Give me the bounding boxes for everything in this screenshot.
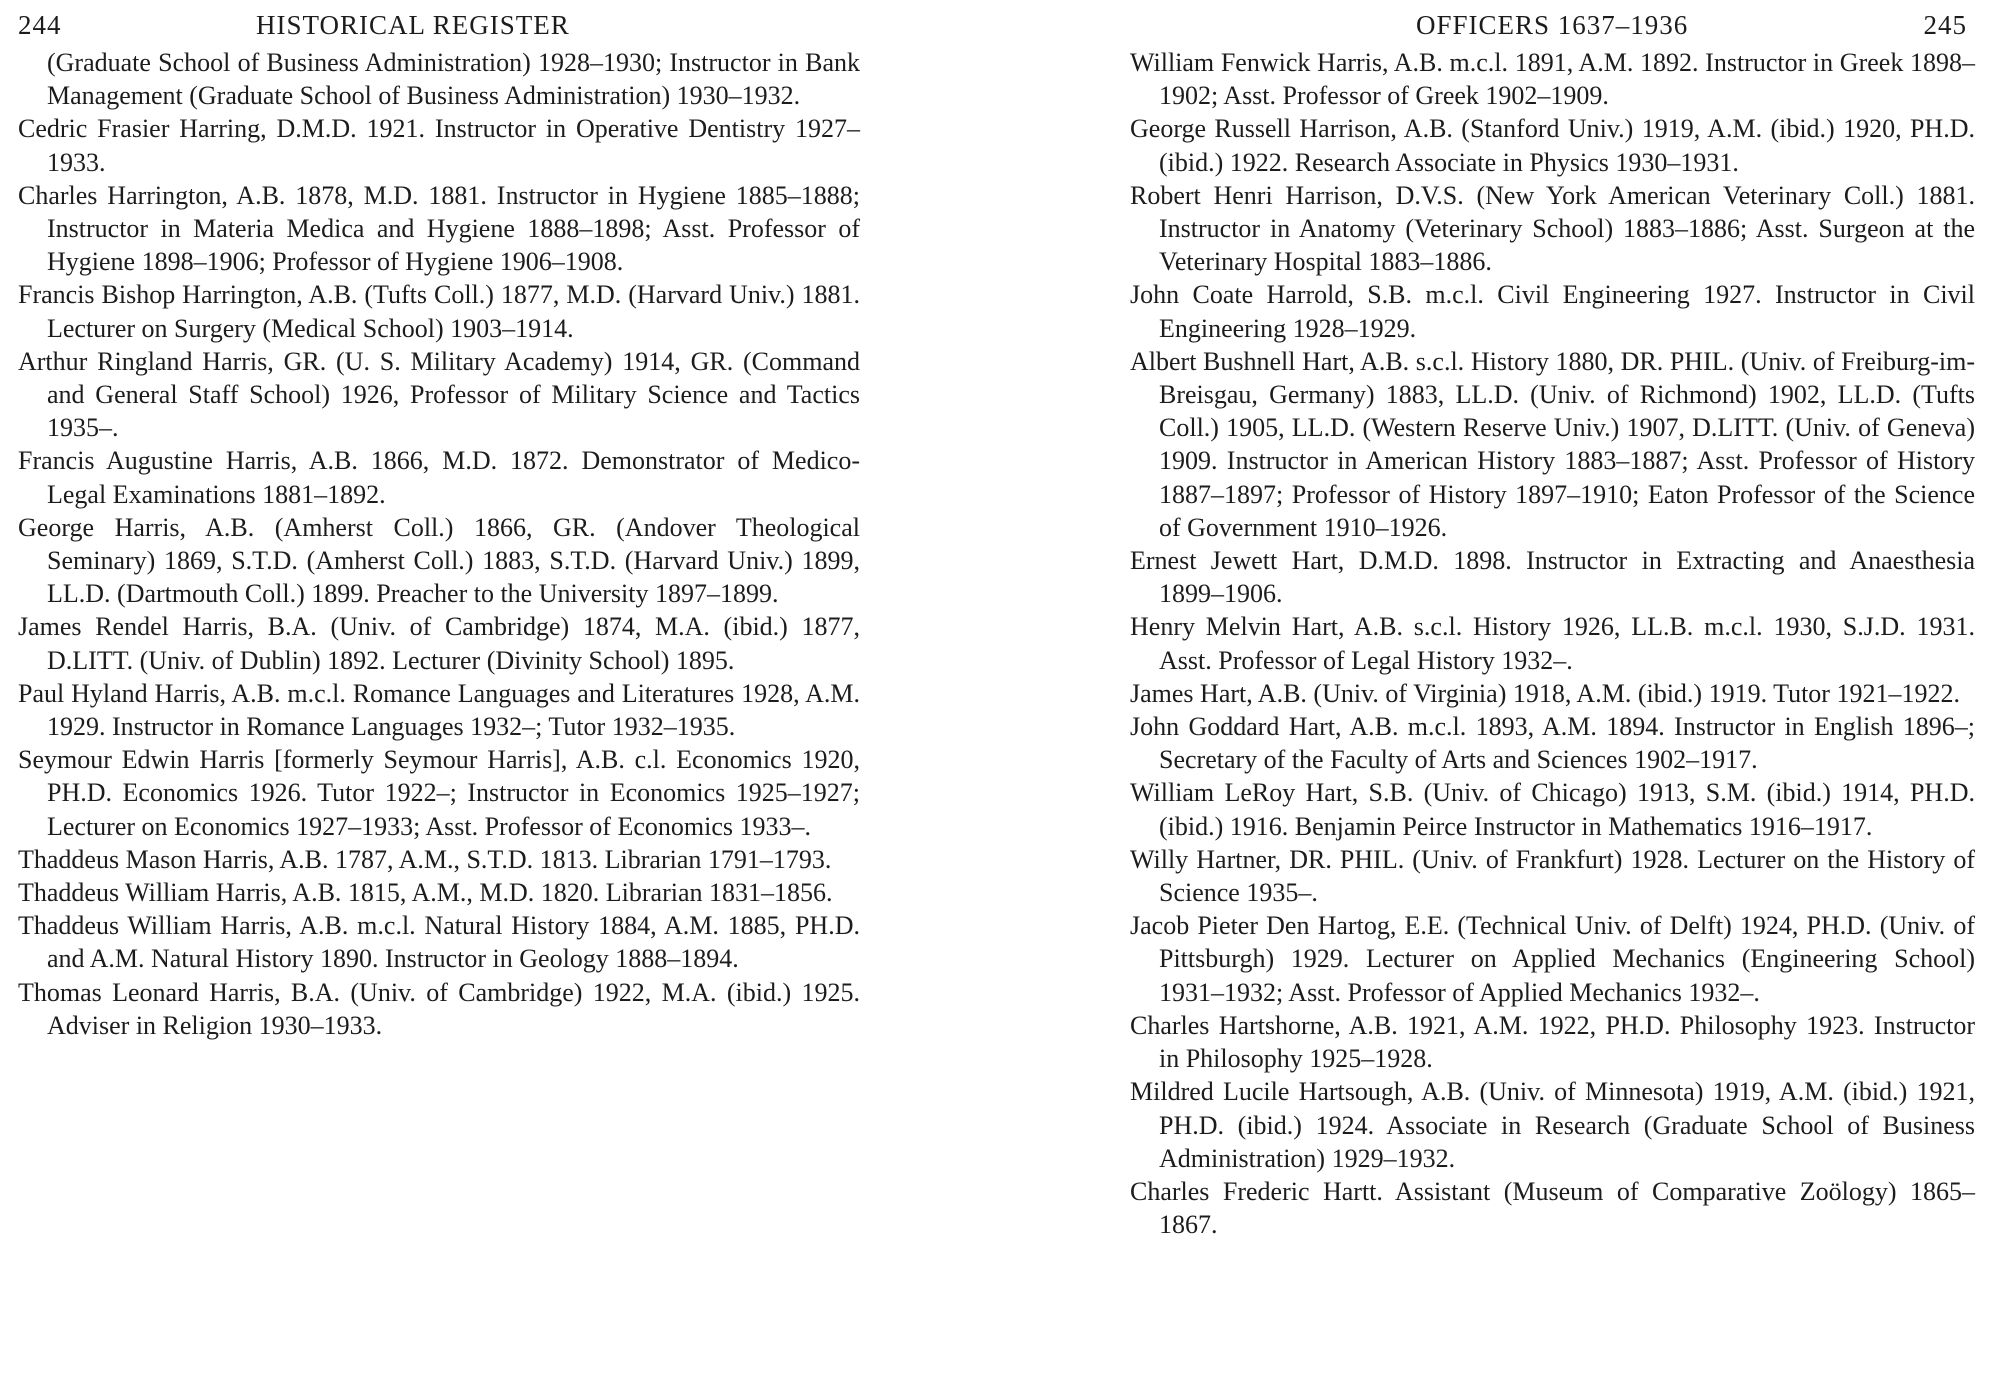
register-entry: Francis Augustine Harris, A.B. 1866, M.D. 1872. Demonstrator of Medico-Legal Examinations 1881–1892. (18, 446, 860, 509)
register-entry: Mildred Lucile Hartsough, A.B. (Univ. of Minnesota) 1919, A.M. (ibid.) 1921, PH.D. (ibid.) 1924. Associate in Research (Graduate School of Business Administration) 1929–1932. (1130, 1077, 1975, 1173)
register-entry: Jacob Pieter Den Hartog, E.E. (Technical Univ. of Delft) 1924, PH.D. (Univ. of Pittsburgh) 1929. Lecturer on Applied Mechanics (Engineering School) 1931–1932; Asst. Professor of Applied Mechanics 1932–. (1130, 911, 1975, 1007)
register-entry: George Harris, A.B. (Amherst Coll.) 1866, GR. (Andover Theological Seminary) 1869, S.T.D. (Amherst Coll.) 1883, S.T.D. (Harvard Univ.) 1899, LL.D. (Dartmouth Coll.) 1899. Preacher to the University 1897–1899. (18, 512, 860, 609)
register-entry: James Hart, A.B. (Univ. of Virginia) 1918, A.M. (ibid.) 1919. Tutor 1921–1922. (1130, 678, 1960, 708)
register-entry: Cedric Frasier Harring, D.M.D. 1921. Instructor in Operative Dentistry 1927–1933. (18, 114, 860, 177)
right-page (1120, 0, 1989, 1380)
register-entries (1130, 46, 1975, 1241)
register-entry: Ernest Jewett Hart, D.M.D. 1898. Instructor in Extracting and Anaesthesia 1899–1906. (1130, 546, 1975, 609)
register-entry: Thomas Leonard Harris, B.A. (Univ. of Cambridge) 1922, M.A. (ibid.) 1925. Adviser in Religion 1930–1933. (18, 977, 860, 1040)
register-entry: Thaddeus Mason Harris, A.B. 1787, A.M., S.T.D. 1813. Librarian 1791–1793. (18, 844, 832, 874)
register-entry: (Graduate School of Business Administration) 1928–1930; Instructor in Bank Management (Graduate School of Business Administration) 1930–1932. (47, 48, 860, 111)
register-entry: Charles Harrington, A.B. 1878, M.D. 1881. Instructor in Hygiene 1885–1888; Instructor in Materia Medica and Hygiene 1888–1898; Asst. Professor of Hygiene 1898–1906; Professor of Hygiene 1906–1908. (18, 180, 860, 277)
register-entry: Arthur Ringland Harris, GR. (U. S. Military Academy) 1914, GR. (Command and General Staff School) 1926, Professor of Military Science and Tactics 1935–. (18, 346, 860, 443)
register-entry: Willy Hartner, DR. PHIL. (Univ. of Frankfurt) 1928. Lecturer on the History of Science 1935–. (1130, 844, 1975, 908)
register-entry: Thaddeus William Harris, A.B. 1815, A.M., M.D. 1820. Librarian 1831–1856. (18, 878, 833, 908)
register-entry: George Russell Harrison, A.B. (Stanford Univ.) 1919, A.M. (ibid.) 1920, PH.D. (ibid.) 1922. Research Associate in Physics 1930–1931. (1130, 114, 1975, 177)
page-number: 244 (18, 10, 62, 40)
register-entry: Thaddeus William Harris, A.B. m.c.l. Natural History 1884, A.M. 1885, PH.D. and A.M. Natural History 1890. Instructor in Geology 1888–1894. (18, 911, 860, 974)
register-entry: William LeRoy Hart, S.B. (Univ. of Chicago) 1913, S.M. (ibid.) 1914, PH.D. (ibid.) 1916. Benjamin Peirce Instructor in Mathematics 1916–1917. (1130, 778, 1975, 841)
left-page (0, 0, 870, 1380)
register-entry: John Goddard Hart, A.B. m.c.l. 1893, A.M. 1894. Instructor in English 1896–; Secretary of the Faculty of Arts and Sciences 1902–1917. (1130, 712, 1975, 775)
register-entry: Francis Bishop Harrington, A.B. (Tufts Coll.) 1877, M.D. (Harvard Univ.) 1881. Lecturer on Surgery (Medical School) 1903–1914. (18, 280, 860, 343)
register-entry: Charles Hartshorne, A.B. 1921, A.M. 1922, PH.D. Philosophy 1923. Instructor in Philosophy 1925–1928. (1130, 1010, 1975, 1074)
running-head: HISTORICAL REGISTER (256, 10, 570, 40)
register-entry: Seymour Edwin Harris [formerly Seymour Harris], A.B. c.l. Economics 1920, PH.D. Economics 1926. Tutor 1922–; Instructor in Economics 1925–1927; Lecturer on Economics 1927–1933; Asst. Professor of Economics 1933–. (18, 745, 860, 841)
register-entries (18, 46, 860, 1042)
running-head: OFFICERS 1637–1936 (1416, 10, 1689, 40)
register-entry: Albert Bushnell Hart, A.B. s.c.l. History 1880, DR. PHIL. (Univ. of Freiburg-im-Breisgau, Germany) 1883, LL.D. (Univ. of Richmond) 1902, LL.D. (Tufts Coll.) 1905, LL.D. (Western Reserve Univ.) 1907, D.LITT. (Univ. of Geneva) 1909. Instructor in American History 1883–1887; Asst. Professor of History 1887–1897; Professor of History 1897–1910; Eaton Professor of the Science of Government 1910–1926. (1130, 346, 1975, 542)
register-entry: James Rendel Harris, B.A. (Univ. of Cambridge) 1874, M.A. (ibid.) 1877, D.LITT. (Univ. of Dublin) 1892. Lecturer (Divinity School) 1895. (18, 612, 860, 675)
register-entry: Robert Henri Harrison, D.V.S. (New York American Veterinary Coll.) 1881. Instructor in Anatomy (Veterinary School) 1883–1886; Asst. Surgeon at the Veterinary Hospital 1883–1886. (1130, 180, 1975, 277)
register-entry: Henry Melvin Hart, A.B. s.c.l. History 1926, LL.B. m.c.l. 1930, S.J.D. 1931. Asst. Professor of Legal History 1932–. (1130, 612, 1975, 675)
register-entry: Charles Frederic Hartt. Assistant (Museum of Comparative Zoölogy) 1865–1867. (1130, 1176, 1975, 1240)
register-entry: William Fenwick Harris, A.B. m.c.l. 1891, A.M. 1892. Instructor in Greek 1898–1902; Asst. Professor of Greek 1902–1909. (1130, 48, 1975, 111)
right-page-header (1130, 6, 1975, 46)
left-page-header (18, 6, 860, 46)
page-number: 245 (1923, 10, 1967, 40)
register-entry: John Coate Harrold, S.B. m.c.l. Civil Engineering 1927. Instructor in Civil Engineering 1928–1929. (1130, 280, 1975, 343)
register-entry: Paul Hyland Harris, A.B. m.c.l. Romance Languages and Literatures 1928, A.M. 1929. Instructor in Romance Languages 1932–; Tutor 1932–1935. (18, 678, 860, 742)
